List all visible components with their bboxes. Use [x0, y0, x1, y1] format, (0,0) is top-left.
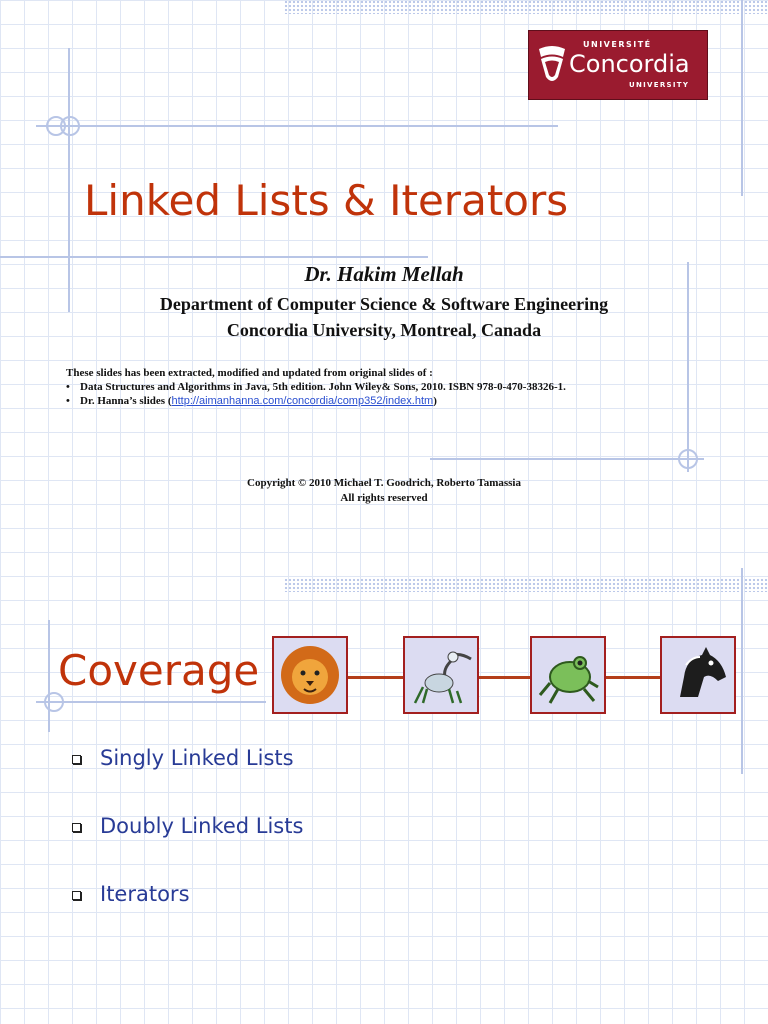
sources-item-suffix: ) [433, 395, 437, 407]
decor-hatch-top [284, 0, 768, 14]
decor-ring [44, 692, 64, 712]
decor-line [48, 620, 50, 732]
decor-line [36, 125, 558, 127]
coverage-title: Coverage [58, 646, 260, 695]
logo-top-text: UNIVERSITÉ [583, 40, 652, 49]
sources-intro: These slides has been extracted, modified and updated from original slides of : [66, 367, 433, 379]
decor-line [430, 458, 704, 460]
rights-line: All rights reserved [340, 492, 428, 504]
list-item-label: Doubly Linked Lists [100, 814, 304, 838]
checkbox-bullet-icon [72, 823, 81, 832]
list-item-label: Iterators [100, 882, 190, 906]
decor-line [0, 256, 428, 258]
lion-icon [272, 636, 348, 714]
source-link[interactable]: http://aimanhanna.com/concordia/comp352/index.htm [171, 395, 434, 407]
list-item [72, 874, 303, 942]
copyright-notice [0, 476, 768, 506]
decor-ring [60, 116, 80, 136]
sources-item [66, 394, 566, 408]
horse-icon [660, 636, 736, 714]
coverage-list [72, 738, 303, 942]
slide-title-heading: Linked Lists & Iterators [84, 176, 569, 225]
decor-hatch-top [284, 578, 768, 592]
checkbox-bullet-icon [72, 891, 81, 900]
frog-icon [530, 636, 606, 714]
author-name: Dr. Hakim Mellah [304, 262, 464, 286]
shield-icon [537, 43, 567, 87]
department-line: Department of Computer Science & Software Engineering [159, 294, 609, 314]
university-line: Concordia University, Montreal, Canada [226, 320, 542, 340]
sources-note [66, 366, 566, 408]
heron-icon [403, 636, 479, 714]
decor-line [741, 0, 743, 196]
slide-coverage [0, 568, 768, 1024]
sources-item: • Data Structures and Algorithms in Java, 5th edition. John Wiley& Sons, 2010. ISBN 978-0-470-38326-1. [66, 380, 566, 394]
decor-ring [678, 449, 698, 469]
logo-main-text: Concordia [569, 50, 690, 78]
decor-line [741, 568, 743, 774]
sources-item-prefix: Dr. Hanna’s slides ( [80, 395, 172, 407]
logo-bottom-text: UNIVERSITY [629, 81, 690, 89]
checkbox-bullet-icon [72, 755, 81, 764]
connector-line [348, 676, 662, 679]
list-item [72, 738, 303, 806]
copyright-line: Copyright © 2010 Michael T. Goodrich, Roberto Tamassia [247, 477, 521, 489]
concordia-logo [528, 30, 708, 100]
decor-line [36, 701, 266, 703]
list-item-label: Singly Linked Lists [100, 746, 294, 770]
list-item [72, 806, 303, 874]
